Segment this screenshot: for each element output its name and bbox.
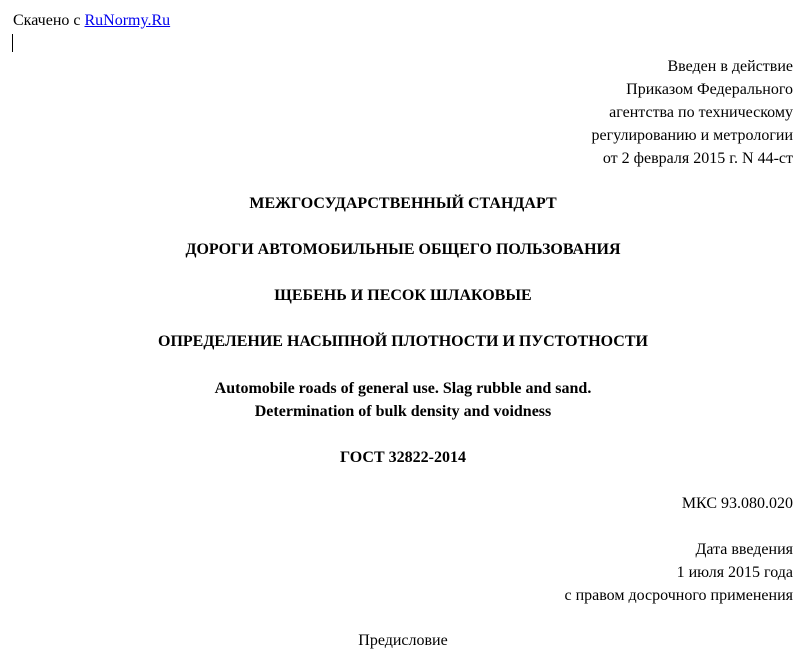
mks-code: МКС 93.080.020 — [681, 495, 793, 512]
introduction-line: от 2 февраля 2015 г. N 44-ст — [602, 150, 793, 167]
effective-date-line: 1 июля 2015 года — [676, 564, 793, 581]
title-line-roads: ДОРОГИ АВТОМОБИЛЬНЫЕ ОБЩЕГО ПОЛЬЗОВАНИЯ — [185, 241, 621, 258]
effective-date-block — [564, 538, 793, 607]
introduction-line: Приказом Федерального — [626, 81, 793, 98]
download-source-line — [13, 9, 170, 32]
introduction-block — [592, 55, 793, 170]
effective-date-line: с правом досрочного применения — [564, 587, 793, 604]
effective-date-line: Дата введения — [695, 541, 793, 558]
title-line-rubble-sand: ЩЕБЕНЬ И ПЕСОК ШЛАКОВЫЕ — [274, 287, 532, 304]
english-title-line-1: Automobile roads of general use. Slag rubble and sand. — [214, 380, 592, 397]
title-line-bulk-density: ОПРЕДЕЛЕНИЕ НАСЫПНОЙ ПЛОТНОСТИ И ПУСТОТНОСТИ — [158, 333, 648, 350]
introduction-line: агентства по техническому — [609, 104, 793, 121]
text-cursor — [12, 34, 13, 52]
english-title-line-2: Determination of bulk density and voidness — [254, 403, 552, 420]
foreword-heading: Предисловие — [358, 632, 448, 649]
standard-type-heading: МЕЖГОСУДАРСТВЕННЫЙ СТАНДАРТ — [249, 195, 557, 212]
english-title — [0, 377, 799, 423]
gost-number: ГОСТ 32822-2014 — [340, 449, 466, 466]
downloaded-prefix: Скачено с — [13, 12, 81, 29]
introduction-line: регулированию и метрологии — [591, 127, 793, 144]
runormy-link[interactable]: RuNormy.Ru — [84, 12, 171, 29]
introduction-line: Введен в действие — [667, 58, 793, 75]
